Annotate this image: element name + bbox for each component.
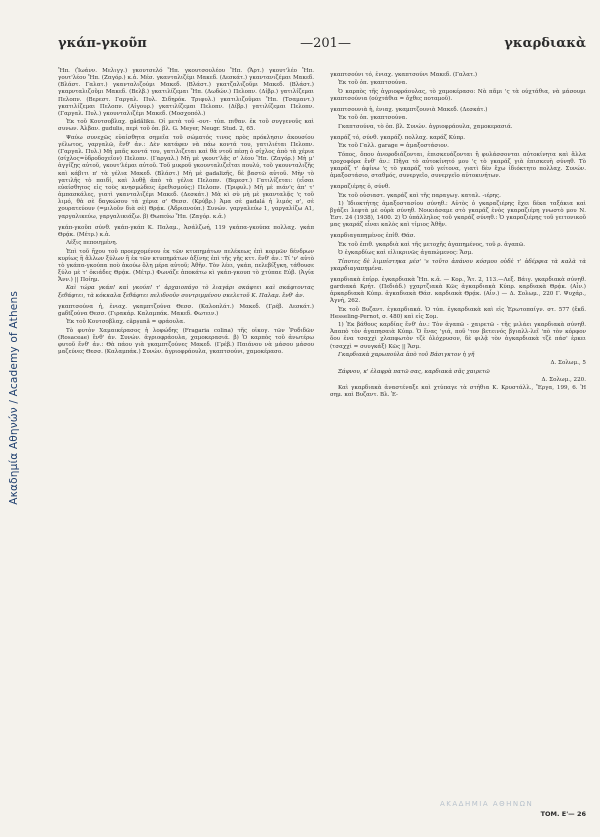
poem-quote: Ξάφνου, κ' ἐλαφρὰ πατῶ σας, καρδιακὰ σᾶς χαιρετῶ	[338, 368, 490, 375]
entry-headword-paragraph: γκαπτσουνιὰ ἡ, ἐνιαχ. γκαμπτζουνιὰ Μακεδ. (Δεσκάτ.)	[330, 107, 488, 113]
paragraph: Ἐκ τοῦ Κουτσοβλαχ. căpșună = φράουλα.	[66, 319, 185, 326]
left-column	[58, 68, 314, 401]
columns	[58, 68, 586, 401]
paragraph: 1) Ἰδιοκτήτης ἁμαξοστασίου σύνηθ.: Αὐτὸς ὁ γκαραζιέρης ἔχει δέκα ταξάκια καὶ βγάζει λεφτὰ μὲ οὐρὰ σύνηθ. Νοικιάσαμε στὸ γκαράζ ἐνὸς γκαραζιέρη γνωστὸ μου Ν. Ἑστ. 24 (1938), 1400. 2) Ὁ ὑπάλληλος τοῦ γκαράζ σύνηθ.: Ὁ γκαραζιέρης τοῦ γειτονικοῦ μας γκαράζ εἶναι καλὸς καὶ τίμιος Ἀθῆν.	[330, 200, 586, 229]
paragraph: Ἐκ τοῦ ὁπ. γκαπτσούνα.	[338, 115, 408, 122]
entry-headword-paragraph: γκαράζ τό, σύνθ. γκαράζι πολλαχ. καράζ Κύπρ.	[330, 134, 466, 141]
paragraph: Ἐκ τοῦ Κουτσοβλαχ. gădăliku. Οἱ μετὰ τοῦ -ουτ- τύπ. πιθαν. ἐκ τοῦ συγγενοῦς καὶ συνων. Ἀλβαν. gudulis, περὶ τοῦ ὁπ. βλ. G. Meyer, Neugr. Stud. 2, 65.	[58, 119, 314, 133]
page	[58, 36, 586, 826]
paragraph: 1) Ἐκ βάθους καρδίας ἔνθ' ἀν.: Τὸν ἀγαπῶ - χαιρετῶ - τῆς μιλάει γκαρδιακὰ σύνηθ. Ἀπαπὸ τὸν ἀγαπησαιὰ Κύπρ. Ὁ ἔνας 'γιά, ποῦ 'τον βετεινός βγιαλλ-λεῖ 'πὸ τὸν κόρφον ὅου ἐνα τσαχχὶ χλαπφωτὸν τζὲ ὀλόχρυσον, δὲ φιλᾷ τὸν ἀγκαρδιακὰ τζὲ πάσ' ἐρκει (τσαχχὶ = συυγκάξ) Κῶς || Ἄσμ.	[330, 322, 586, 350]
paragraph: Ἐπὶ τοῦ ἤχου τοῦ προερχομένου ἐκ τῶν κτυπημάτων πελέκεως ἐπὶ κορμῶν δένδρων κυρίως ἢ ἄλλων ξύλων ἢ ἐκ τῶν κτυπημάτων ἀξίνης ἐπὶ τῆς γῆς κττ. ἔνθ' ἀν.: Τί 'ν' αὐτὸ τὸ γκάπα-γκούπα ποὺ ἀκούω ὅλη μέρα αὐτοῦ; Ἀθῆν. Τὸν λέει, γκάπ, πελεβίξγκη, τάθουσε ξύλο μὲ τ' ὁκιάδες Θρᾴκ. (Μέτρ.) Φωνάζε ἀποκάτω κὶ γκάπ-γκουπ τὸ χτύπαε Εὐβ. (Ἁγία Ἄνν.) || Ποίημ.	[58, 248, 314, 284]
paragraph: Ἐκ τοῦ ἐπιθ. γκαρδιὰ καὶ τῆς μετοχῆς ἀγαπημένος, τοῦ ρ. ἀγαπῶ.	[338, 241, 526, 248]
entry-headword-paragraph: γκαπτσούνι τό, ἐνιαχ. γκαπτσούνι Μακεδ. (Γαλατ.)	[330, 72, 478, 78]
volume-footer: ΤΟΜ. Ε'— 26	[540, 810, 586, 818]
paragraph: Ἐκ τοῦ Βυζαντ. ἐγκαρδιακά. Ὁ τύπ. ἐγκαρδιακὰ καὶ εἰς Ἐρωτοπαίγν. στ. 577 (ἔκδ. Hesseling-Pernot, σ. 480) καὶ εἰς Σομ.	[330, 306, 586, 320]
running-head	[58, 36, 586, 62]
paragraph: Ἤπ. (Ἰωάνν. Μελιγγ.) γκουτσελό Ἤπ. γκουτσουλέου Ἤπ. (Ἄρτ.) γκουτ'λέο Ἤπ. γουτ'λέου Ἤπ. (Ζαγόρ.) κ.ἀ. Μέσ. γκανταλιζέμι Μακεδ. (Δεσκάτ.) γκαντανιζέμαι Μακεδ. (Βλάστ. Γαλατ.) γκανταλιζούμι Μακεδ. (Βλάστ.) γκατζαλιζοῦμι Μακεδ. (Βλάστ.) γκαρνταλιζοῦμι Μακεδ. (Βελβ.) γκατιλίζεμαι Ἤπ. (Δωδών.) Πελοπν. (Δίβρ.) γατιλίζεμαι Πελοπν. (Βερεστ. Γαργαλ. Πυλ. Σιδηρόκ. Τριφυλ.) γκατιλιζοῦμαι Ἤπ. (Τσαμαντ.) γκατιλίζεμαι Πελοπν. (Αἰγουρ.) γκατιλίζεμαι Πελοπν. (Δίβρ.) γατιλίζεμαι Πελοπν. (Γαργαλ. Πυλ.) γκουνταλιζέμι Μακεδ. (Μοσχοπόλ.)	[58, 68, 314, 117]
sidebar-label: Ακαδημία Αθηνών / Academy of Athens	[8, 291, 20, 505]
paragraph: Ἐκ τοῦ Γαλλ. garage = ἁμαξοστάσιον.	[338, 143, 449, 150]
paragraph: Ὁ καρπὸς τῆς ἀγριοφράουλας, τὸ χαμοκέρασο: Νὰ πᾶμι 'ς τὰ ούχτάθια, νὰ μάσουμι γκαπτσούνια (ούχτάθια = ὄχθες ποταμοῦ).	[330, 88, 586, 102]
entry-headword-paragraph: γκαπτσούνα ἡ, ἐνιαχ. γκαμπτζούνα Θεσσ. (Καλοπλάτ.) Μακεδ. (Γρέβ. Δεσκάτ.) gaδtζούνα Θεσσ. (Γιρακάρ. Καλαμπάκ. Μακεδ. Φωτειν.)	[58, 303, 314, 317]
entry-headword-paragraph: γκάπ-γκοῦπ σύνθ. γκάπ-γκάπ Κ. Παλαμ., Ἀσάλζωή, 119 γκάπα-γκούπα πολλαχ. γκάπ Θρᾴκ. (Μέτρ.) κ.ἀ.	[58, 224, 314, 238]
paragraph: Καὶ γκαρδιακὰ ἀναστέναξε καὶ χτύπαγε τὰ στήθια Κ. Κρυστάλλ., Ἔργα, 199, 6. Ἡ σημ. καὶ Βυζαντ. Βλ. Ἐ-	[330, 385, 586, 399]
paragraph: Γκαπτσούνα, τὸ ὁπ. βλ. Συνών. ἀγριοφράουλα, χαμοκερασιά.	[338, 123, 513, 130]
poem-quote: Καὶ τώρα γκάπ! καὶ γκούπ! τ' ἀρχαιοπάγο τὸ λιαγάρι σκάφτει καὶ σκάφτοντας ξεθάφτει, τὰ κόκκαλα ξεθάφτει πελιδνοῦν συντριμμένου σκελετοῦ Κ. Παλαμ. ἔνθ' ἀν.	[58, 285, 314, 299]
citation: Δ. Σολωμ., 220.	[541, 376, 586, 383]
watermark: ΑΚΑΔΗΜΙΑ ΑΘΗΝΩΝ	[440, 800, 534, 808]
citation: Δ. Σολωμ., 5	[550, 360, 586, 367]
poem-quote: Τίποτες δὲ λιμπίστηκα μέσ' 's τοῦτο ἀπάνου κόσμου οὐδὲ τ' ἀδέρφια τὰ καλὰ τὰ γκαρδιαγαπημένα.	[330, 258, 586, 272]
page-number: —201—	[300, 36, 351, 51]
head-right: γκαρδιακὰ	[504, 36, 586, 51]
paragraph: Ἐκ τοῦ οὐσιαστ. γκαράζ καὶ τῆς παραγωγ. καταλ. -ιέρης.	[338, 192, 501, 199]
paragraph: Τὸ φυτὸν Χαμαικέρασος ἡ λοφώδης (Fragaria colina) τῆς οἰκογ. τῶν Ῥοδιδῶν (Rosaceae) ἔνθ' ἀν. Συνών. ἀγριοφράουλα, χαμοκερασιά. β) Ὁ καρπὸς τοῦ ἀνωτέρω φυτοῦ ἔνθ' ἀν.: Θὰ πάου γιὰ γκαμπτζούνες Μακεδ. (Γρέβ.) Παιάνου νὰ μάσου μάσου μαζεύνες Θεσσ. (Καλαμπάκ.) Συνών. ἀγριοφράουλα, γκαπτσούνι, χαμοκέρασο.	[58, 327, 314, 356]
paragraph: Ἐκ τοῦ ὁπ. γκαπτσούνα.	[338, 80, 408, 87]
poem-quote: Γκαρδιακὰ χαρωπούλα ἀπὸ τοῦ Βάσιγκτον ἡ γῆ	[338, 351, 475, 358]
paragraph: Ὁ ἐγκαρδίως καὶ εἰλικρινῶς ἀγαπώμενος: Ἄσμ.	[338, 250, 474, 257]
entry-headword-paragraph: γκαραζιέρης ὁ, σύνθ.	[330, 184, 391, 191]
entry-headword-paragraph: γκαρδιαγαπημένος ἐπίθ. Θάσ.	[330, 233, 416, 240]
head-left: γκάπ-γκοῦπ	[58, 36, 147, 51]
sidebar-label-wrap	[2, 48, 26, 748]
entry-headword-paragraph: γκαρδιακὰ ἐπίρρ. ἐγκαρδιακὰ Ἤπ. κ.ἀ. — Κορ., Ἄτ. 2, 113.—Λεξ. Βάιγ. γκαρδιακὰ σύνηθ. gardιακά Κρήτ. (Πεδιάδ.) γχαρτζιακὰ Κῶς ἀγκαρδιακὰ Κύπρ. καρδιακὰ Θρᾴκ. (Αἶν.) ἀρκαρδιακὰ Κύπρ. ἀγκαδιακὰ Θάσ. καρδιακὰ Θρᾴκ. (Αἶν.) — Δ. Σολωμ., 220 Γ. Ψυχάρ., Ἀγνή, 262.	[330, 276, 586, 305]
paragraph: Ψαύω συνεχῶς εὐαίσθητα σημεῖα τοῦ σώματός τινος πρὸς πρόκλησιν ἀκουσίου γέλωτος, γαργαλῶ, ἔνθ' ἀν.: Δὲν κατάφεν νὰ πάω κοντά του, γατιλιέται Πελοπν. (Γαργαλ. Πυλ.) Μὴ μπᾶς κοντά του, γατιλιζεται καὶ θὰ ντοῦ πέσῃ ὁ σίχλος ἀπὸ τὰ χέρια (σίχλος=ὑδροδοχεῖον) Πελοπν. (Γαργαλ.) Μὴ μὲ γκουτ'λᾷς σ' λέου Ἤπ. (Ζαγόρ.) Μὴ μ' ἀγγίζῃς αὐτοῦ, γκουτ'λέμαι αὐτοῦ. Τοῦ μικροῦ γκουνταλιζεῖται πουλύ, τοῦ γκουνταλιζῆς καὶ κάβιτι π' τὰ γέλια Μακεδ. (Βλάστ.) Μὴ μὲ gadalizῆς, δὲ βαστῶ αὐτοῦ. Μὴν τὸ γατιλῆς τὸ παιδί, καὶ λυθῇ ἀπὸ τὰ γέλια Πελοπν. (Βερεστ.) Γατιλίζεται: (εἶσαι εὐαίσθητος εἰς τοὺς κνησμώδεις ἐρεθισμούς;) Πελοπν. (Τριφυλ.) Μὴ μὲ πιάν'ς ἀπ' τ' ἀμπασκάλες, γιατὶ γκανταλιζέμι Μακεδ. (Δεσκάτ.) Μὰ κὶ σὺ μὴ μὲ γκανταλᾷς 'ς τοῦ λιμό, θὰ σὲ δαγκώσου τὰ χέρια σ' Θεσσ. (Κρύβρ.) Ἀμα σὲ gadalá ἡ λιμός σ', σὲ χουρατεύουν (=μιλοῦν διὰ σὲ) Θρᾴκ. (Ἀδριανούπ.) Συνών. γαργαλεύω 1, γαργαλίζω Α1, γαργαλικεύω, γαργαλικιάζω. β) Θωπεύω Ἤπ. (Ζαγόρ. κ.ἀ.)	[58, 134, 314, 220]
paragraph: Λέξις πεποιημένη.	[66, 240, 118, 247]
right-column	[330, 68, 586, 401]
paragraph: Τόπος, ὅπου ἀνεφοδιάζονται, ἐπισκευάζονται ἢ φυλάσσονται αὐτοκίνητα καὶ ἄλλα τροχοφόρα ἔνθ' ἀν.: Πῆγα τὸ αὐτοκίνητό μου 'ς τὸ γκαράζ γιὰ ἐπισκευὴ σύνηθ. Τὸ γκαράζ τ' ἀφίνω 'ς τὸ γκαράζ τοῦ γείτονα, γιατὶ δὲν ἔχω ἰδιόκτητο πολλαχ. Συνών. ἁμαξοστάσιο, σταθμός, συνεργεῖο, συνεργεῖο αὐτοκινήτων.	[330, 151, 586, 179]
